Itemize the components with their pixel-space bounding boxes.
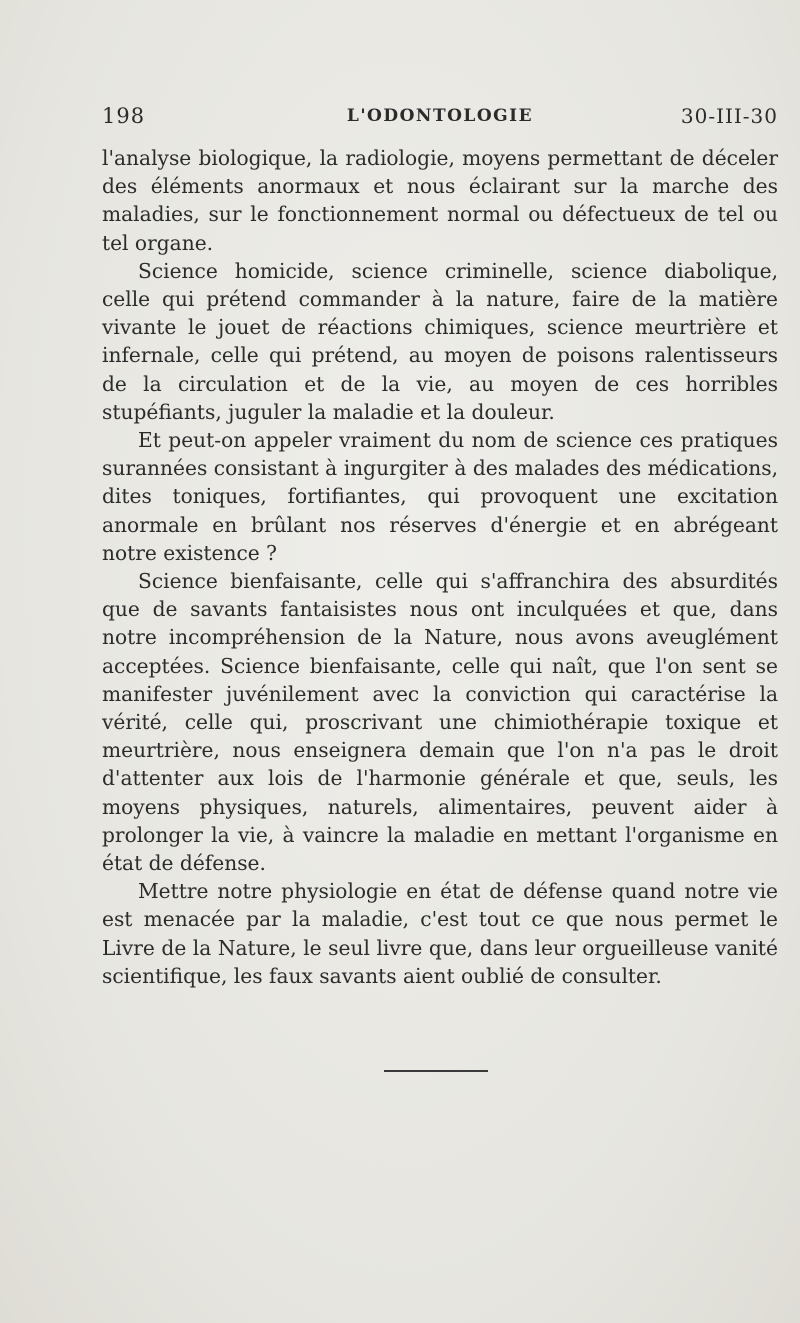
end-rule bbox=[384, 1070, 488, 1072]
issue-date: 30-III-30 bbox=[680, 104, 778, 128]
paragraph-science-homicide: Science homicide, science criminelle, science diabolique, celle qui prétend commander à la nature, faire de la matière vivante le jouet de réactions chimiques, science meurtrière et infernale, celle qui prétend, au moyen de poisons ralentisseurs de la circulation et de la vie, au moyen de ces horribles stupéfiants, juguler la maladie et la douleur. bbox=[102, 258, 778, 424]
running-title: L'ODONTOLOGIE bbox=[346, 106, 534, 126]
paragraph-science-bienfaisante: Science bienfaisante, celle qui s'affranchira des absurdités que de savants fantaisistes nous ont inculquées et que, dans notre incompréhension de la Nature, nous avons aveuglément acceptées. Science bienfaisante, celle qui naît, que l'on sent se manifester juvénilement avec la conviction qui caractérise la vérité, celle qui, proscrivant une chimiothérapie toxique et meurtrière, nous enseignera demain que l'on n'a pas le droit d'attenter aux lois de l'harmonie générale et que, seuls, les moyens physiques, naturels, alimentaires, peuvent aider à prolonger la vie, à vaincre la maladie en mettant l'organisme en état de défense. bbox=[102, 569, 778, 876]
page-number: 198 bbox=[102, 104, 146, 128]
paragraph-livre-de-la-nature: Mettre notre physiologie en état de défense quand notre vie est menacée par la maladie, c'est tout ce que nous permet le Livre de la Nature, le seul livre que, dans leur orgueilleuse vanité scientifique, les faux savants aient oublié de consulter. bbox=[102, 879, 778, 988]
page-header bbox=[102, 104, 778, 130]
paragraph-pratiques-surannees: Et peut-on appeler vraiment du nom de science ces pratiques surannées consistant à ingurgiter à des malades des médications, dites toniques, fortifiantes, qui provoquent une excitation anormale en brûlant nos réserves d'énergie et en abrégeant notre existence ? bbox=[102, 428, 778, 565]
article-body bbox=[102, 144, 778, 990]
paragraph-continued: l'analyse biologique, la radiologie, moyens permettant de déceler des éléments anormaux et nous éclairant sur la marche des maladies, sur le fonctionnement normal ou défectueux de tel ou tel organe. bbox=[102, 146, 778, 255]
